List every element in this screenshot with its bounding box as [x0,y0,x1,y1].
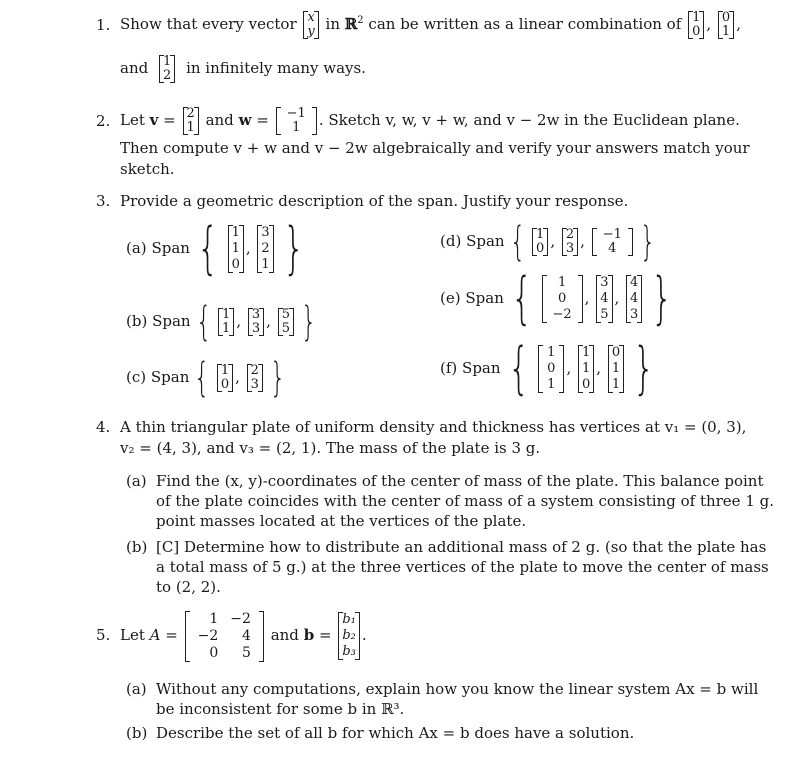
span-f-label: (f) [440,359,458,377]
span-e-vec-2 [596,275,612,323]
vector-v-name: v [149,111,159,129]
problem-4b-line-1: [C] Determine how to distribute an additional mass of 2 g. (so that the plate has [156,538,767,556]
span-c-vec-2 [247,364,263,392]
problem-2-and: and [205,111,234,129]
entry: −2 [552,307,572,322]
left-brace: { [195,299,211,345]
entry: 1 [261,257,270,272]
vector-e2-entry: 1 [721,24,731,39]
right-brace: } [639,219,656,265]
entry: 1 [557,275,567,290]
problem-4a-line-1: Find the (x, y)-coordinates of the center of mass of the plate. This balance point [156,472,764,490]
entry: 0 [231,257,240,272]
vector-e2 [718,11,734,39]
span-e-word: Span [465,289,504,307]
entry: 1 [222,321,231,336]
span-e-label: (e) [440,289,461,307]
problem-4a-label: (a) [126,472,147,490]
vector-w-entry: −1 [286,106,306,121]
problem-4-number: 4. [96,418,111,436]
problem-5a-label: (a) [126,680,147,698]
vector-b [338,612,360,660]
problem-2-list: v, w, v + w, and v − 2w in the Euclidean plane. [385,111,740,129]
vector-xy [303,11,318,39]
vector-y: y [307,24,315,39]
right-brace: } [633,336,655,401]
entry: 2 [250,363,259,378]
span-d-vec-3 [592,228,633,256]
matrix-entry: 5 [242,644,251,661]
span-c-word: Span [150,368,190,386]
right-brace: } [270,355,286,401]
problem-4b-line-3: to (2, 2). [156,578,221,596]
span-c: (c) Span { 1 0 , 2 3 } [126,355,286,401]
span-f-vec-1 [538,345,564,393]
matrix-entry: 0 [209,644,219,661]
span-f-word: Span [462,359,501,377]
entry: b₂ [342,628,356,643]
equals: = [256,111,269,129]
vector-x: x [307,10,315,25]
matrix-a-name: A [149,626,161,644]
vector-v-entry: 1 [186,120,195,135]
span-e: (e) Span { 1 0 −2 , 3 4 5 , 4 4 3 } [440,266,673,331]
span-a-vec-1 [228,225,244,273]
entry: 3 [251,321,261,336]
problem-2-line-2: Then compute v + w and v − 2w algebraically and verify your answers match your [120,139,750,157]
problem-2-sketch: . Sketch [318,111,381,129]
entry: 1 [536,227,545,242]
matrix-entry: 1 [209,610,219,627]
vector-e1-entry: 1 [692,10,701,25]
vector-e1 [688,11,704,39]
entry: 0 [582,377,591,392]
problem-2-line-1 [120,100,740,140]
matrix-a [185,611,264,662]
entry: 0 [547,361,556,376]
entry: 0 [220,377,230,392]
problem-1-number: 1. [96,16,111,34]
period: . [361,626,367,644]
span-b-word: Span [152,312,191,330]
vector-e2-entry: 0 [721,10,731,25]
entry: 3 [261,225,270,240]
problem-1-line-2 [120,48,366,88]
right-brace: } [301,299,317,345]
span-d-word: Span [466,232,505,250]
entry: b₃ [342,644,356,659]
entry: 2 [565,227,575,242]
problem-2-line-3: sketch. [120,160,175,178]
entry: 0 [611,345,621,360]
span-a-word: Span [151,239,190,257]
span-b-vec-2 [248,308,264,336]
problem-5-line [120,604,367,666]
entry: 5 [281,307,290,322]
entry: 3 [630,307,639,322]
problem-4b-label: (b) [126,538,148,556]
equals: = [165,626,178,644]
entry: 4 [630,291,639,306]
matrix-a-table [192,611,257,662]
span-a: (a) Span { 1 1 0 , 3 2 1 } [126,216,305,281]
vector-v [183,107,199,135]
entry: 2 [261,241,270,256]
problem-5-number: 5. [96,626,111,644]
problem-1-and: and [120,59,149,77]
comma: , [706,15,712,33]
span-d-vec-2 [562,228,578,256]
left-brace: { [197,216,219,281]
entry: 4 [630,275,639,290]
entry: 5 [600,307,609,322]
entry: 1 [611,361,621,376]
span-b-vec-3 [278,308,294,336]
problem-3-number: 3. [96,192,111,210]
left-brace: { [507,336,530,401]
problem-1-in: in [325,15,341,33]
entry: 0 [536,241,545,256]
span-c-label: (c) [126,368,147,386]
entry: 1 [547,377,556,392]
vector-v-entry: 2 [186,106,195,121]
equals: = [318,626,332,644]
problem-1-line-1 [120,4,741,44]
entry: 3 [250,377,259,392]
problem-5b-line-1: Describe the set of all b for which Ax = b does have a solution. [156,724,635,742]
matrix-entry: −2 [230,610,251,627]
equals: = [163,111,176,129]
span-e-vec-1 [542,275,583,323]
left-brace: { [510,266,533,331]
matrix-entry: −2 [197,627,219,644]
problem-5a-line-1: Without any computations, explain how you know the linear system Ax = b will [156,680,759,698]
vector-w [276,107,317,135]
span-c-vec-1 [217,364,233,392]
entry: 1 [611,377,621,392]
r-symbol: ℝ [344,15,358,33]
problem-2-let: Let [120,111,145,129]
span-d-label: (d) [440,232,462,250]
entry: 1 [547,345,556,360]
span-b-vec-1 [218,308,234,336]
problem-3-title: Provide a geometric description of the span. Justify your response. [120,192,629,210]
entry: 3 [251,307,261,322]
entry: 1 [582,345,591,360]
problem-5a-line-2: be inconsistent for some b in ℝ³. [156,700,405,718]
right-brace: } [282,216,305,281]
entry: 4 [608,241,617,256]
vector-b-name: b [303,626,315,644]
entry: −1 [602,227,622,242]
entry: 1 [231,225,240,240]
left-brace: { [194,355,210,401]
r-exponent: 2 [357,15,364,26]
problem-1-text-1: Show that every vector [120,15,297,33]
problem-1-text-3: can be written as a linear combination of [368,15,682,33]
left-brace: { [509,219,525,265]
entry: 3 [565,241,575,256]
entry: 1 [231,241,240,256]
entry: 1 [222,307,231,322]
entry: 4 [600,291,609,306]
entry: b₁ [342,612,356,627]
vector-12 [159,55,175,83]
vector-entry: 2 [163,68,172,83]
span-d: (d) Span { 1 0 , 2 3 , −1 4 } [440,219,656,265]
problem-1-text-4: in infinitely many ways. [186,59,366,77]
right-brace: } [651,266,673,331]
entry: 1 [582,361,591,376]
span-a-vec-2 [257,225,273,273]
span-f-vec-2 [578,345,594,393]
problem-4-line-1: A thin triangular plate of uniform density and thickness has vertices at v₁ = (0, 3), [120,418,747,436]
entry: 0 [557,291,567,306]
span-a-label: (a) [126,239,147,257]
span-f-vec-3 [608,345,624,393]
entry: 5 [281,321,290,336]
problem-5-and: and [270,626,299,644]
problem-4b-line-2: a total mass of 5 g.) at the three vertices of the plate to move the center of mass [156,558,769,576]
comma: , [736,15,741,33]
problem-4a-line-2: of the plate coincides with the center of mass of a system consisting of three 1 g. [156,492,775,510]
vector-w-entry: 1 [292,120,301,135]
span-d-vec-1 [532,228,548,256]
span-b: (b) Span { 1 1 , 3 3 , 5 5 } [126,299,317,345]
vector-w-name: w [238,111,252,129]
entry: 1 [220,363,230,378]
problem-2-number: 2. [96,112,111,130]
problem-4a-line-3: point masses located at the vertices of the plate. [156,512,527,530]
entry: 3 [600,275,609,290]
vector-e1-entry: 0 [692,24,701,39]
problem-5b-label: (b) [126,724,148,742]
vector-entry: 1 [163,54,172,69]
problem-4-line-2: v₂ = (4, 3), and v₃ = (2, 1). The mass of the plate is 3 g. [120,439,541,457]
span-f: (f) Span { 1 0 1 , 1 1 0 , 0 1 1 } [440,336,655,401]
matrix-entry: 4 [242,627,251,644]
span-b-label: (b) [126,312,148,330]
span-e-vec-3 [626,275,642,323]
problem-5-let: Let [120,626,145,644]
